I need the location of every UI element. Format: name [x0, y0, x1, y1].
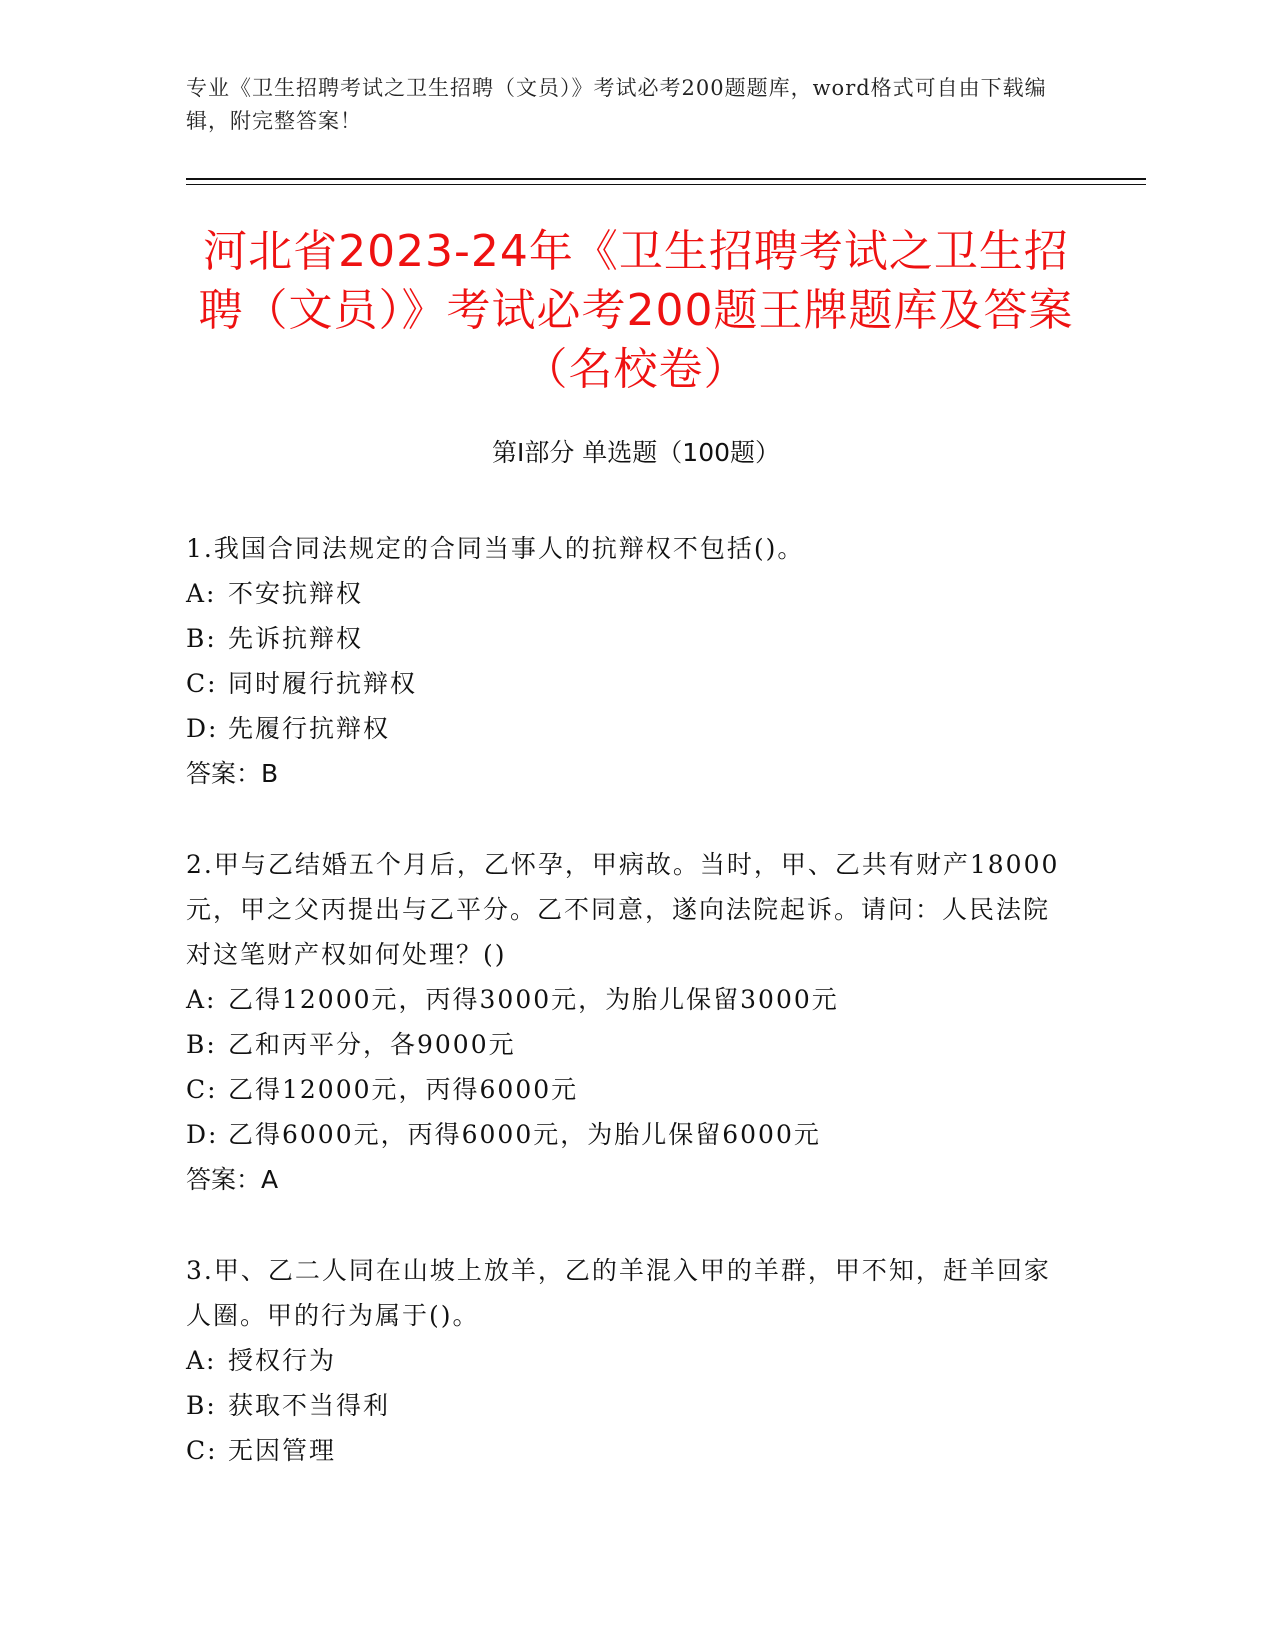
answer-line	[186, 1157, 1066, 1202]
option-row	[186, 706, 1066, 751]
answer-prefix: 答案：	[186, 759, 262, 788]
option-text: 乙得12000元，丙得6000元	[228, 1075, 579, 1104]
option-text: 乙得12000元，丙得3000元，为胎儿保留3000元	[228, 985, 839, 1014]
option-text: 先诉抗辩权	[228, 624, 364, 653]
option-row	[186, 1428, 1066, 1473]
option-row	[186, 661, 1066, 706]
option-row	[186, 1022, 1066, 1067]
option-key: C:	[186, 1436, 218, 1465]
option-key: C:	[186, 1075, 218, 1104]
option-row	[186, 1067, 1066, 1112]
answer-value: A	[261, 1165, 279, 1194]
answer-line	[186, 751, 1066, 796]
option-key: B:	[186, 1391, 217, 1420]
option-text: 乙得6000元，丙得6000元，为胎儿保留6000元	[228, 1120, 821, 1149]
option-key: B:	[186, 624, 217, 653]
option-text: 同时履行抗辩权	[228, 669, 418, 698]
question-stem: 1.我国合同法规定的合同当事人的抗辩权不包括()。	[186, 534, 805, 563]
option-text: 不安抗辩权	[228, 579, 364, 608]
section-heading: 第Ⅰ部分 单选题（100题）	[491, 438, 781, 467]
option-row	[186, 616, 1066, 661]
option-key: D:	[186, 714, 219, 743]
option-key: D:	[186, 1120, 219, 1149]
header-note: 专业《卫生招聘考试之卫生招聘（文员）》考试必考200题题库，word格式可自由下载编辑，附完整答案！	[186, 76, 1047, 133]
question-item	[186, 842, 1066, 1202]
option-key: C:	[186, 669, 218, 698]
header-divider-thin	[186, 184, 1146, 185]
option-key: B:	[186, 1030, 217, 1059]
question-stem: 2.甲与乙结婚五个月后，乙怀孕，甲病故。当时，甲、乙共有财产18000元，甲之父丙提出与乙平分。乙不同意，遂向法院起诉。请问：人民法院对这笔财产权如何处理？()	[186, 850, 1060, 969]
option-text: 获取不当得利	[228, 1391, 391, 1420]
option-row	[186, 1338, 1066, 1383]
option-key: A:	[186, 1346, 217, 1375]
header-divider-thick	[186, 178, 1146, 180]
question-item	[186, 526, 1066, 796]
document-title: 河北省2023-24年《卫生招聘考试之卫生招聘（文员）》考试必考200题王牌题库及答案（名校卷）	[198, 226, 1074, 395]
question-stem: 3.甲、乙二人同在山坡上放羊，乙的羊混入甲的羊群，甲不知，赶羊回家人圈。甲的行为属于()。	[186, 1256, 1051, 1330]
option-row	[186, 977, 1066, 1022]
option-row	[186, 1112, 1066, 1157]
option-row	[186, 1383, 1066, 1428]
option-text: 无因管理	[228, 1436, 337, 1465]
option-key: A:	[186, 985, 217, 1014]
option-text: 先履行抗辩权	[228, 714, 391, 743]
option-key: A:	[186, 579, 217, 608]
option-text: 乙和丙平分，各9000元	[228, 1030, 516, 1059]
option-row	[186, 571, 1066, 616]
question-item	[186, 1248, 1066, 1473]
answer-value: B	[261, 759, 279, 788]
question-list	[186, 526, 1066, 1519]
answer-prefix: 答案：	[186, 1165, 262, 1194]
option-text: 授权行为	[228, 1346, 337, 1375]
